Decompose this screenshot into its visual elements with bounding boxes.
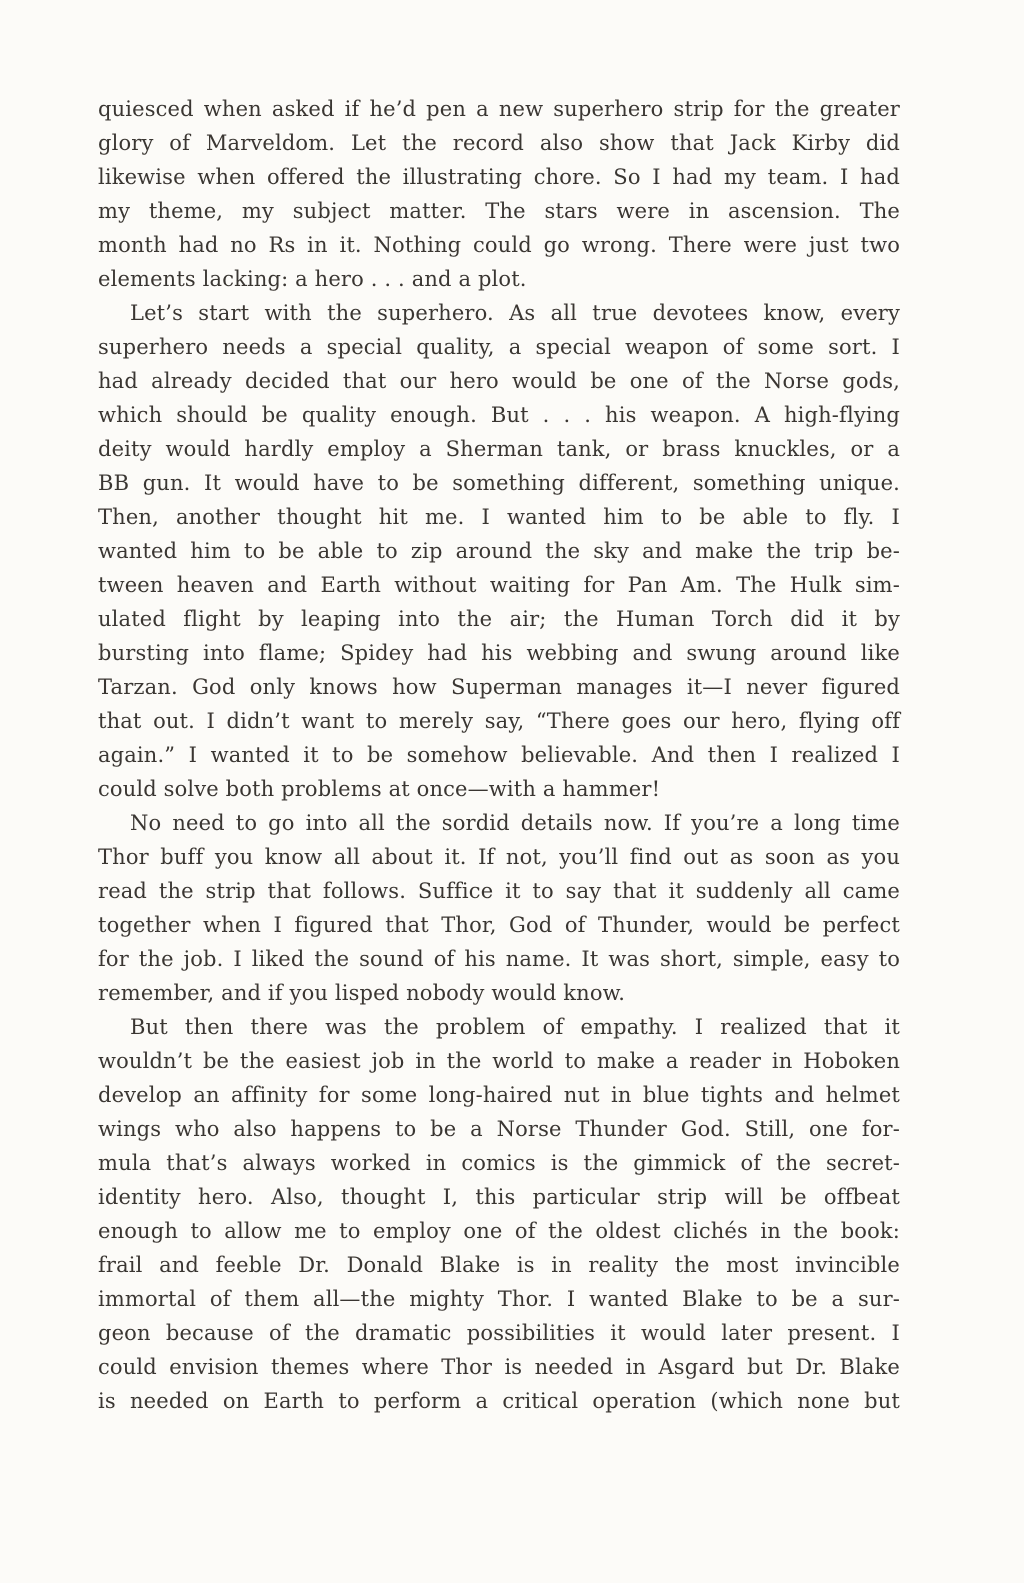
text-line: likewise when offered the illustrating chore. So I had my team. I had bbox=[98, 165, 900, 189]
text-line: month had no Rs in it. Nothing could go wrong. There were just two bbox=[98, 233, 900, 257]
text-line: Let’s start with the superhero. As all true devotees know, every bbox=[130, 301, 900, 325]
text-line: immortal of them all—the mighty Thor. I wanted Blake to be a sur- bbox=[98, 1287, 900, 1311]
text-line: that out. I didn’t want to merely say, “There goes our hero, flying off bbox=[98, 709, 900, 733]
text-line: geon because of the dramatic possibilities it would later present. I bbox=[98, 1321, 900, 1345]
text-line: is needed on Earth to perform a critical operation (which none but bbox=[98, 1389, 900, 1413]
text-line: deity would hardly employ a Sherman tank, or brass knuckles, or a bbox=[98, 437, 900, 461]
text-line: mula that’s always worked in comics is the gimmick of the secret- bbox=[98, 1151, 900, 1175]
paragraph-3 bbox=[98, 806, 900, 1010]
text-line: superhero needs a special quality, a special weapon of some sort. I bbox=[98, 335, 900, 359]
text-line: remember, and if you lisped nobody would know. bbox=[98, 981, 626, 1005]
text-line: enough to allow me to employ one of the oldest clichés in the book: bbox=[98, 1219, 900, 1243]
text-line: elements lacking: a hero . . . and a plot. bbox=[98, 267, 527, 291]
paragraph-4 bbox=[98, 1010, 900, 1418]
book-page bbox=[98, 92, 900, 1418]
text-line: could solve both problems at once—with a hammer! bbox=[98, 777, 661, 801]
text-line: quiesced when asked if he’d pen a new superhero strip for the greater bbox=[98, 97, 900, 121]
text-line: frail and feeble Dr. Donald Blake is in reality the most invincible bbox=[98, 1253, 900, 1277]
text-line: again.” I wanted it to be somehow believable. And then I realized I bbox=[98, 743, 900, 767]
text-line: No need to go into all the sordid details now. If you’re a long time bbox=[130, 811, 900, 835]
text-line: which should be quality enough. But . . . his weapon. A high-flying bbox=[98, 403, 900, 427]
text-line: my theme, my subject matter. The stars were in ascension. The bbox=[98, 199, 900, 223]
text-line: BB gun. It would have to be something different, something unique. bbox=[98, 471, 900, 495]
text-line: had already decided that our hero would be one of the Norse gods, bbox=[98, 369, 900, 393]
text-line: wings who also happens to be a Norse Thunder God. Still, one for- bbox=[98, 1117, 900, 1141]
text-line: identity hero. Also, thought I, this particular strip will be offbeat bbox=[98, 1185, 900, 1209]
text-line: develop an affinity for some long-haired nut in blue tights and helmet bbox=[98, 1083, 900, 1107]
paragraph-1 bbox=[98, 92, 900, 296]
text-line: tween heaven and Earth without waiting for Pan Am. The Hulk sim- bbox=[98, 573, 900, 597]
paragraph-2 bbox=[98, 296, 900, 806]
text-line: glory of Marveldom. Let the record also show that Jack Kirby did bbox=[98, 131, 900, 155]
text-line: Then, another thought hit me. I wanted him to be able to fly. I bbox=[98, 505, 900, 529]
text-line: together when I figured that Thor, God of Thunder, would be perfect bbox=[98, 913, 900, 937]
text-line: But then there was the problem of empathy. I realized that it bbox=[130, 1015, 900, 1039]
text-line: Thor buff you know all about it. If not, you’ll find out as soon as you bbox=[98, 845, 900, 869]
text-line: wanted him to be able to zip around the sky and make the trip be- bbox=[98, 539, 900, 563]
text-line: wouldn’t be the easiest job in the world to make a reader in Hoboken bbox=[98, 1049, 900, 1073]
text-line: ulated flight by leaping into the air; the Human Torch did it by bbox=[98, 607, 900, 631]
text-line: for the job. I liked the sound of his name. It was short, simple, easy to bbox=[98, 947, 900, 971]
text-line: Tarzan. God only knows how Superman manages it—I never figured bbox=[98, 675, 900, 699]
text-line: bursting into flame; Spidey had his webbing and swung around like bbox=[98, 641, 900, 665]
text-line: could envision themes where Thor is needed in Asgard but Dr. Blake bbox=[98, 1355, 900, 1379]
text-line: read the strip that follows. Suffice it to say that it suddenly all came bbox=[98, 879, 900, 903]
